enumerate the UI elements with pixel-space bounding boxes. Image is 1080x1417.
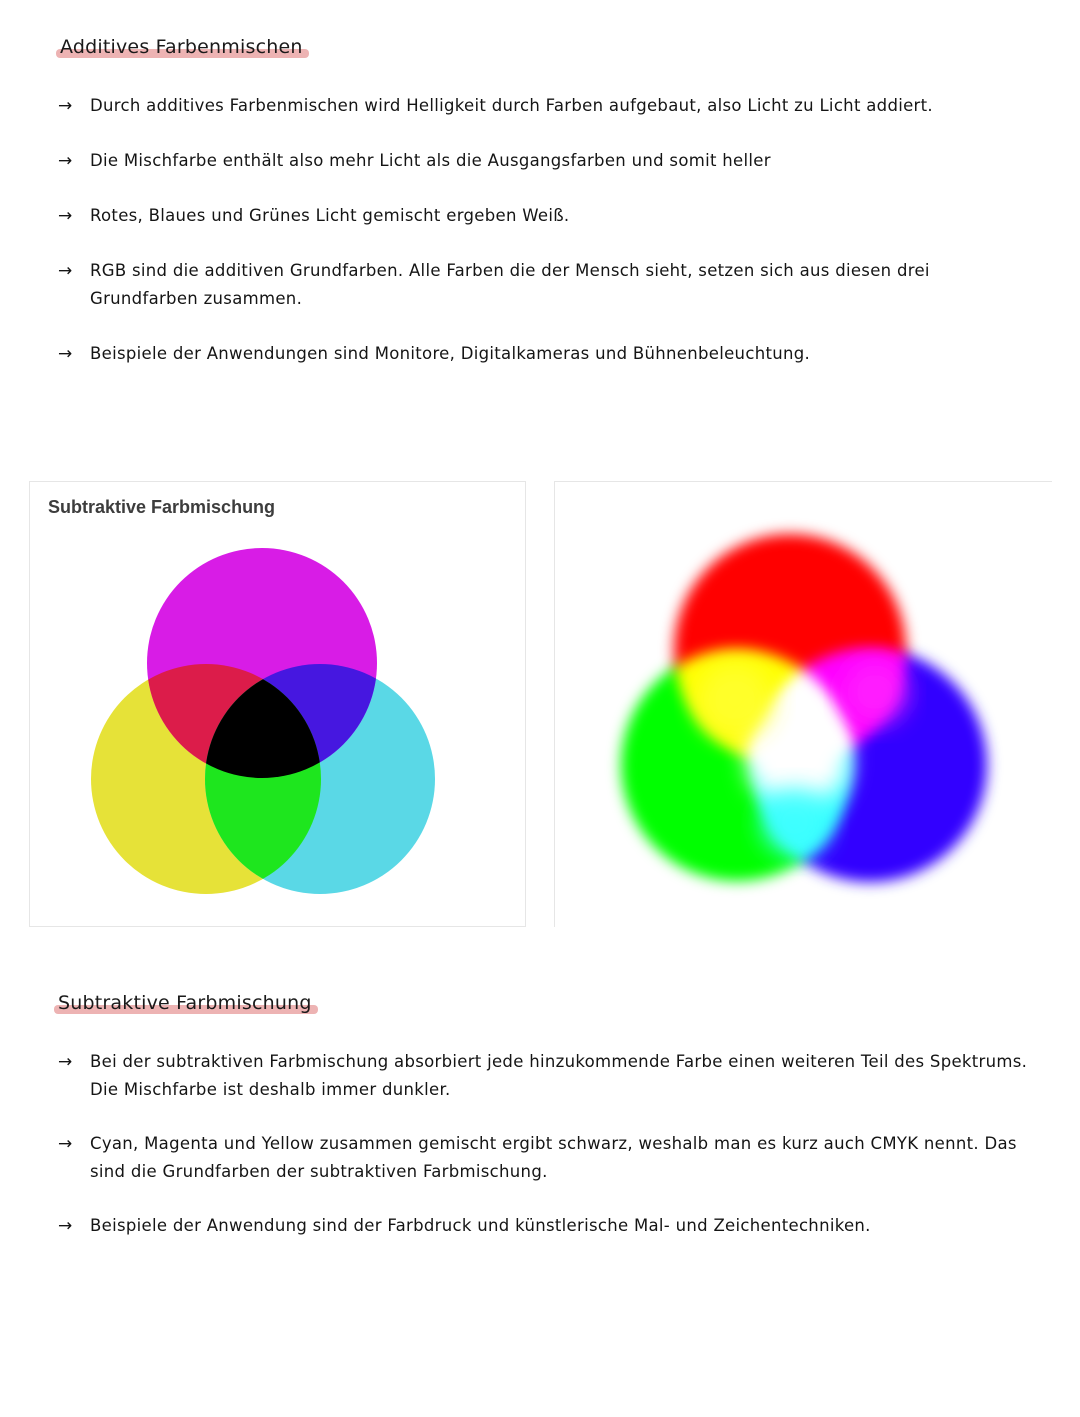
rgb-lights [555,482,1053,928]
subtractive-venn-diagram [30,482,527,928]
bullet-item [58,257,1040,313]
cyan-glow [761,788,829,856]
bullet-text: Beispiele der Anwendungen sind Monitore, Digitalkameras und Bühnenbeleuchtung. [90,344,811,363]
arrow-icon: → [58,151,73,171]
bullet-text: Die Mischfarbe enthält also mehr Licht als die Ausgangsfarben und somit heller [90,151,771,170]
arrow-icon: → [58,1216,73,1236]
arrow-icon: → [58,206,73,226]
yellow-glow [697,662,773,738]
bullet-item [58,202,1043,230]
bullet-item [58,1048,1040,1104]
bullet-text: Beispiele der Anwendung sind der Farbdruck und künstlerische Mal- und Zeichentechniken. [90,1216,871,1235]
additive-figure-panel [554,481,1052,927]
bullet-text: Durch additives Farbenmischen wird Helligkeit durch Farben aufgebaut, also Licht zu Licht addiert. [90,96,933,115]
subtractive-figure-title: Subtraktive Farbmischung [48,497,276,517]
bullet-text: Bei der subtraktiven Farbmischung absorbiert jede hinzukommende Farbe einen weiteren Teil des Spektrums. Die Mischfarbe ist deshalb immer dunkler. [90,1052,1028,1099]
bullet-text: Cyan, Magenta und Yellow zusammen gemischt ergibt schwarz, weshalb man es kurz auch CMYK nennt. Das sind die Grundfarben der subtraktiven Farbmischung. [90,1134,1017,1181]
subtractive-bullet-list [58,1048,1043,1240]
arrow-icon: → [58,261,73,281]
additive-venn-diagram [555,482,1053,928]
section-heading-additive [60,36,303,58]
bullet-item [58,92,1040,120]
arrow-icon: → [58,96,73,116]
bullet-item [58,147,1043,175]
additive-bullet-list [58,92,1043,368]
heading-text: Additives Farbenmischen [60,36,303,58]
subtractive-figure-panel [29,481,526,927]
section-heading-subtractive [58,992,312,1014]
magenta-glow [843,660,907,724]
arrow-icon: → [58,344,73,364]
bullet-text: RGB sind die additiven Grundfarben. Alle Farben die der Mensch sieht, setzen sich aus diesen drei Grundfarben zusammen. [90,261,930,308]
bullet-item [58,1212,1040,1240]
arrow-icon: → [58,1052,73,1072]
bullet-item [58,340,1043,368]
bullet-item [58,1130,1040,1186]
bullet-text: Rotes, Blaues und Grünes Licht gemischt ergeben Weiß. [90,206,570,225]
arrow-icon: → [58,1134,73,1154]
heading-text: Subtraktive Farbmischung [58,992,312,1014]
